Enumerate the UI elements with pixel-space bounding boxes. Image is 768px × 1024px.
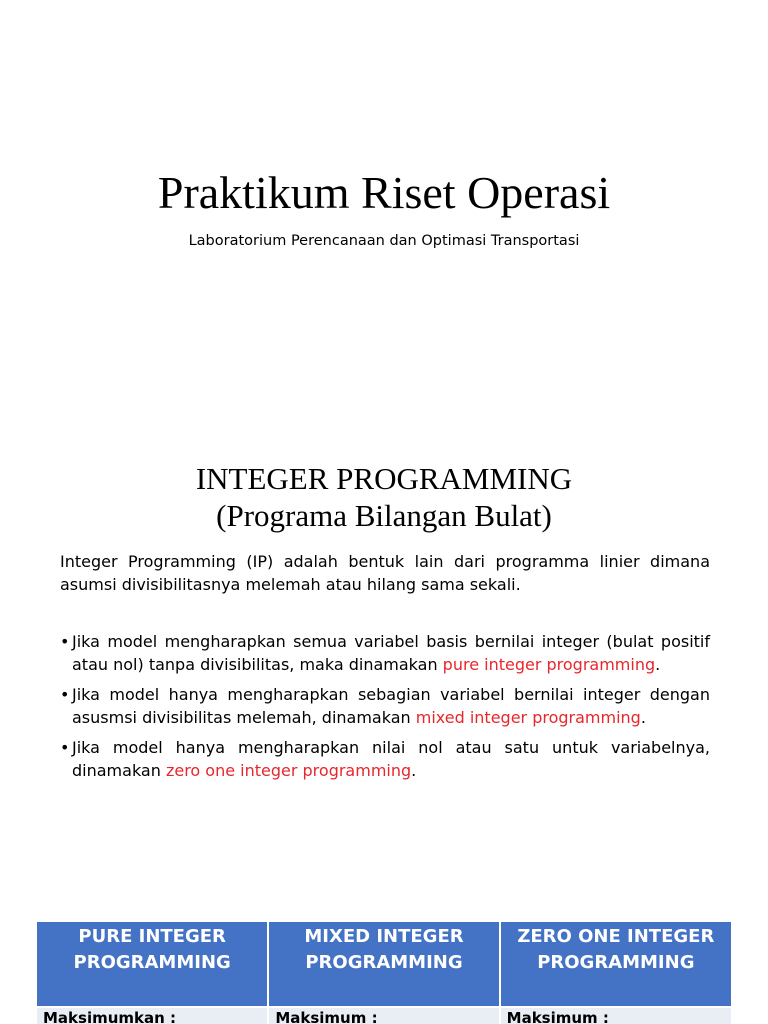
bullet-list (60, 630, 710, 789)
bullet-dot: • (60, 632, 70, 651)
types-table-wrapper (37, 922, 731, 1024)
bullet-text: Jika model hanya mengharapkan nilai nol atau satu untuk variabelnya, dinamakan (72, 738, 710, 780)
heading-line-2: (Programa Bilangan Bulat) (216, 498, 552, 533)
intro-paragraph: Integer Programming (IP) adalah bentuk lain dari programma linier dimana asumsi divisibilitasnya melemah atau hilang sama sekali. (60, 552, 710, 594)
bullet-highlight: mixed integer programming (415, 708, 641, 727)
bullet-text: Jika model mengharapkan semua variabel basis bernilai integer (bulat positif atau nol) tanpa divisibilitas, maka dinamakan (72, 632, 710, 674)
table-header-zero-one: ZERO ONE INTEGER PROGRAMMING (500, 922, 731, 1007)
table-cell-zero-one: Maksimum : (500, 1007, 731, 1024)
table-cell-mixed: Maksimum : (268, 1007, 499, 1024)
bullet-end: . (640, 708, 646, 727)
bullet-item (60, 736, 710, 782)
table-header-pure: PURE INTEGER PROGRAMMING (37, 922, 268, 1007)
bullet-dot: • (60, 685, 70, 704)
ip-types-table (37, 922, 731, 1024)
title-slide (0, 0, 768, 420)
bullet-text: Jika model hanya mengharapkan sebagian variabel bernilai integer dengan asusmsi divisibilitas melemah, dinamakan (72, 685, 710, 727)
content-slide (0, 420, 768, 1024)
bullet-end: . (411, 761, 417, 780)
slide-title: Praktikum Riset Operasi (157, 167, 611, 218)
bullet-highlight: pure integer programming (442, 655, 656, 674)
bullet-end: . (655, 655, 661, 674)
bullet-item (60, 683, 710, 729)
table-header-row (37, 922, 731, 1007)
table-row (37, 1007, 731, 1024)
bullet-highlight: zero one integer programming (165, 761, 412, 780)
table-header-mixed: MIXED INTEGER PROGRAMMING (268, 922, 499, 1007)
section-heading (0, 460, 768, 534)
table-cell-pure: Maksimumkan : (37, 1007, 268, 1024)
bullet-item (60, 630, 710, 676)
heading-line-1: INTEGER PROGRAMMING (195, 461, 573, 496)
slide-subtitle: Laboratorium Perencanaan dan Optimasi Transportasi (188, 233, 580, 249)
bullet-dot: • (60, 738, 70, 757)
